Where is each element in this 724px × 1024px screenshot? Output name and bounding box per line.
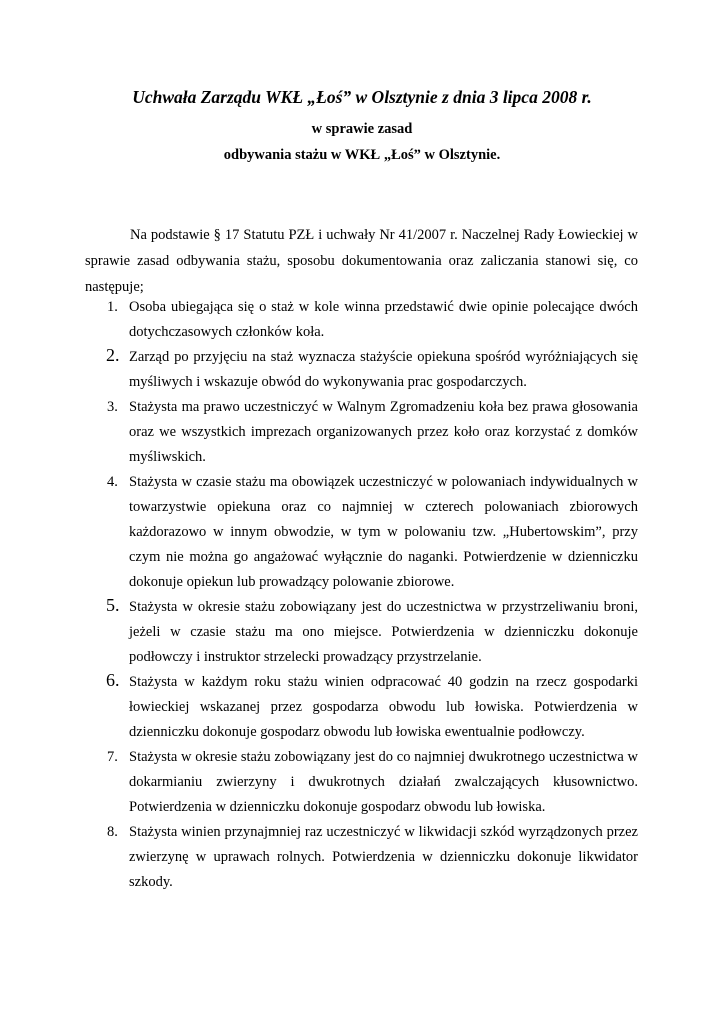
list-item-number: 6. [106,670,120,690]
list-item-number: 7. [107,749,118,765]
list-item [85,670,638,745]
list-item-text: Stażysta w każdym roku stażu winien odpracować 40 godzin na rzecz gospodarki łowieckiej wskazanej przez gospodarza obwodu lub łowiska. Potwierdzenia w dzienniczku dokonuje gospodarz obwodu lub łowiska ewentualnie podłowczy. [129,674,638,740]
list-item [85,745,638,820]
list-item-number: 1. [107,299,118,315]
list-item-number: 4. [107,474,118,490]
list-item-number: 5. [106,595,120,615]
list-item [85,820,638,895]
list-item-text: Zarząd po przyjęciu na staż wyznacza stażyście opiekuna spośród wyróżniających się myśliwych i wskazuje obwód do wykonywania prac gospodarczych. [129,349,638,390]
document-subtitle-line-2: odbywania stażu w WKŁ „Łoś” w Olsztynie. [223,147,501,163]
intro-paragraph: Na podstawie § 17 Statutu PZŁ i uchwały Nr 41/2007 r. Naczelnej Rady Łowieckiej w sprawie zasad odbywania stażu, sposobu dokumentowania oraz zaliczania stanowi się, co następuje; [85,227,638,295]
list-item [85,470,638,595]
list-item-number: 3. [107,399,118,415]
list-item [85,595,638,670]
list-item [85,295,638,345]
list-item-text: Stażysta ma prawo uczestniczyć w Walnym Zgromadzeniu koła bez prawa głosowania oraz we wszystkich imprezach organizowanych przez koło oraz korzystać z domków myśliwskich. [129,399,638,465]
list-item-number: 2. [106,345,120,365]
list-item [85,345,638,395]
list-item-text: Stażysta winien przynajmniej raz uczestniczyć w likwidacji szkód wyrządzonych przez zwierzynę w uprawach rolnych. Potwierdzenia w dzienniczku dokonuje likwidator szkody. [129,824,638,890]
list-item [85,395,638,470]
list-item-number: 8. [107,824,118,840]
list-item-text: Stażysta w okresie stażu zobowiązany jest do co najmniej dwukrotnego uczestnictwa w dokarmianiu zwierzyny i dwukrotnych działań zwalczających kłusownictwo. Potwierdzenia w dzienniczku dokonuje gospodarz obwodu lub łowiska. [129,749,638,815]
document-title: Uchwała Zarządu WKŁ „Łoś” w Olsztynie z dnia 3 lipca 2008 r. [132,87,592,107]
resolution-items-list [85,295,638,895]
list-item-text: Stażysta w czasie stażu ma obowiązek uczestniczyć w polowaniach indywidualnych w towarzystwie opiekuna oraz co najmniej w czterech polowaniach zbiorowych każdorazowo w innym obwodzie, w tym w polowaniu tzw. „Hubertowskim”, przy czym nie można go angażować wyłącznie do naganki. Potwierdzenie w dzienniczku dokonuje opiekun lub prowadzący polowanie zbiorowe. [129,474,638,590]
document-subtitle-line-1: w sprawie zasad [311,121,413,137]
list-item-text: Stażysta w okresie stażu zobowiązany jest do uczestnictwa w przystrzeliwaniu broni, jeżeli w czasie stażu ma ono miejsce. Potwierdzenia w dzienniczku dokonuje podłowczy i instruktor strzelecki prowadzący przystrzelanie. [129,599,638,665]
list-item-text: Osoba ubiegająca się o staż w kole winna przedstawić dwie opinie polecające dwóch dotychczasowych członków koła. [129,299,638,340]
